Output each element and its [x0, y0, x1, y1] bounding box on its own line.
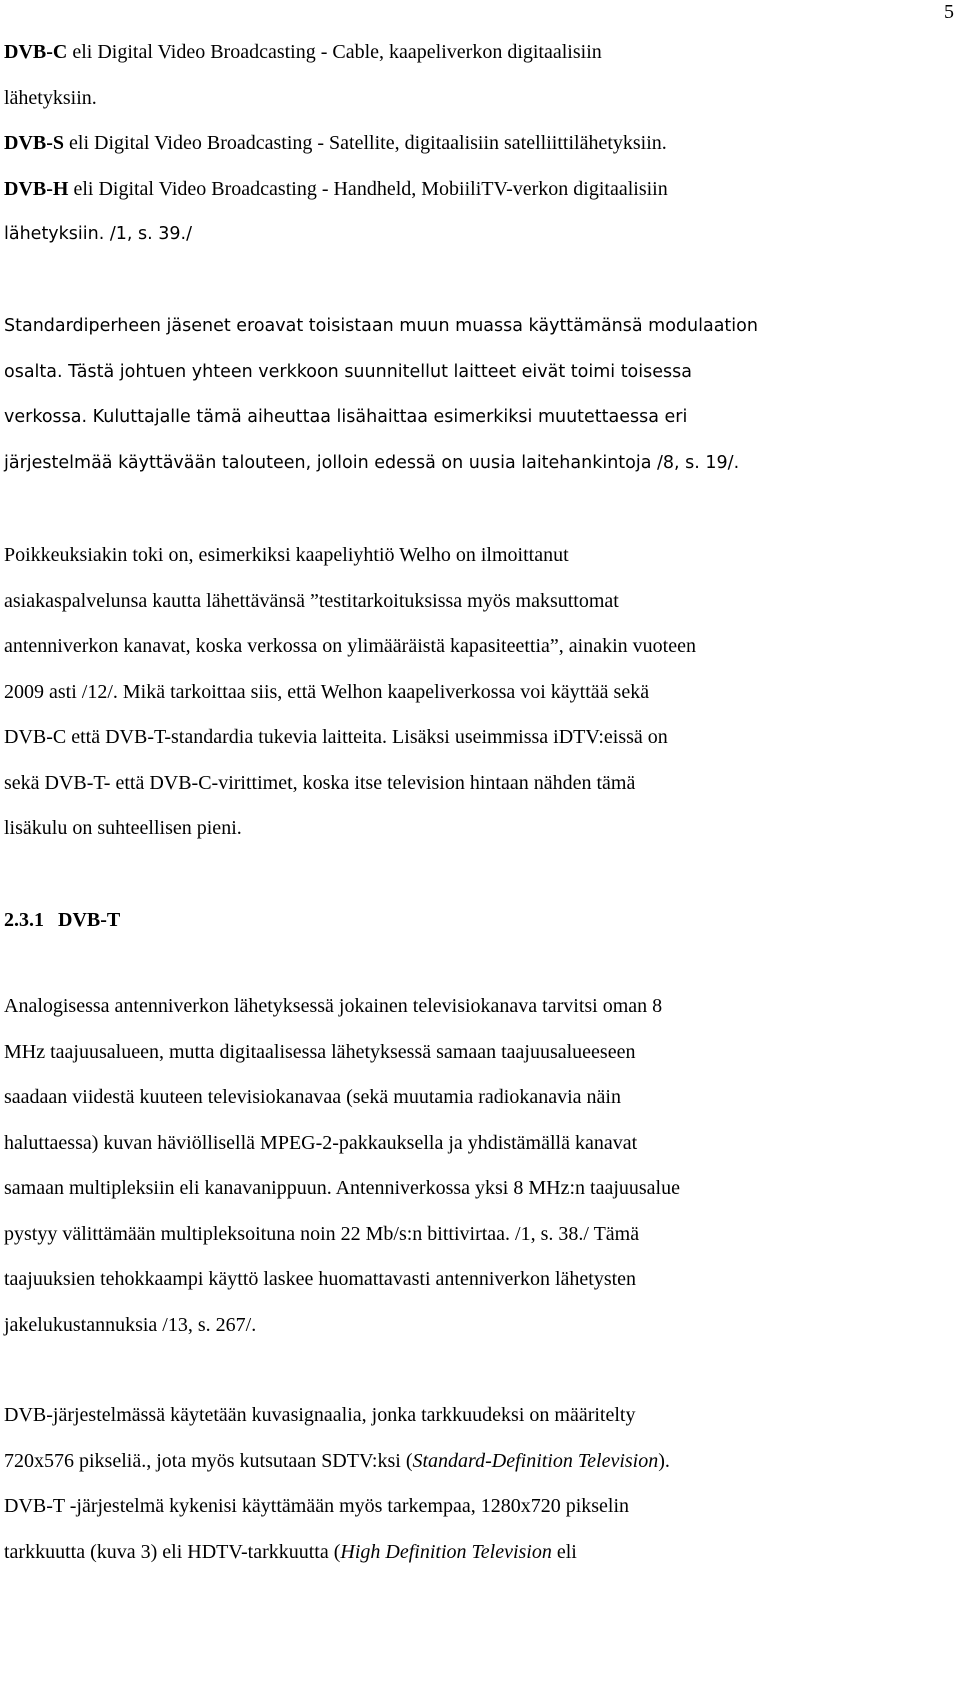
paragraph-line: samaan multipleksiin eli kanavanippuun. Antenniverkossa yksi 8 MHz:n taajuusalue — [4, 1177, 680, 1199]
section-heading — [4, 898, 120, 943]
paragraph-line: asiakaspalvelunsa kautta lähettävänsä ”testitarkoituksissa myös maksuttomat — [4, 589, 619, 612]
line-text: eli — [551, 1540, 577, 1563]
paragraph-line: verkossa. Kuluttajalle tämä aiheuttaa lisähaittaa esimerkiksi muutettaessa eri — [4, 407, 688, 427]
hdtv-term: High Definition Television — [340, 1540, 552, 1563]
dvbh-line-1 — [4, 167, 946, 213]
paragraph-line: antenniverkon kanavat, koska verkossa on ylimääräistä kapasiteettia”, ainakin vuoteen — [4, 635, 696, 657]
standard-family-paragraph — [4, 304, 946, 486]
dvbh-line-2: lähetyksiin. /1, s. 39./ — [4, 224, 192, 244]
sdtv-term: Standard-Definition Television — [412, 1449, 659, 1472]
paragraph-line: DVB-T -järjestelmä kykenisi käyttämään myös tarkempaa, 1280x720 pikselin — [4, 1495, 630, 1517]
paragraph-line: Analogisessa antenniverkon lähetyksessä jokainen televisiokanava tarvitsi oman 8 — [4, 995, 663, 1017]
paragraph-line: sekä DVB-T- että DVB-C-virittimet, koska itse television hintaan nähden tämä — [4, 771, 636, 794]
dvbc-line-2: lähetyksiin. — [4, 86, 97, 109]
dvbh-definition: eli Digital Video Broadcasting - Handheld, MobiiliTV-verkon digitaalisiin — [68, 177, 668, 200]
dvbc-line-1 — [4, 30, 946, 76]
line-text: tarkkuutta (kuva 3) eli HDTV-tarkkuutta ( — [4, 1540, 341, 1563]
dvbs-term: DVB-S — [4, 132, 65, 154]
paragraph-line: järjestelmää käyttävään talouteen, jolloin edessä on uusia laitehankintoja /8, s. 19/. — [4, 452, 740, 473]
paragraph-line: osalta. Tästä johtuen yhteen verkkoon suunnitellut laitteet eivät toimi toisessa — [4, 361, 692, 382]
paragraph-line: DVB-C että DVB-T-standardia tukevia laitteita. Lisäksi useimmissa iDTV:eissä on — [4, 726, 668, 748]
dvbh-term: DVB-H — [4, 177, 69, 200]
paragraph-line: Poikkeuksiakin toki on, esimerkiksi kaapeliyhtiö Welho on ilmoittanut — [4, 544, 569, 566]
section-title: DVB-T — [58, 909, 121, 931]
paragraph-line: lisäkulu on suhteellisen pieni. — [4, 817, 242, 839]
section-number: 2.3.1 — [4, 909, 44, 931]
dvbc-definition: eli Digital Video Broadcasting - Cable, kaapeliverkon digitaalisiin — [67, 41, 602, 63]
dvb-variants-list — [4, 30, 946, 258]
paragraph-line — [4, 1530, 946, 1576]
paragraph-line: MHz taajuusalueen, mutta digitaalisessa lähetyksessä samaan taajuusalueeseen — [4, 1040, 636, 1063]
paragraph-line: DVB-järjestelmässä käytetään kuvasignaalia, jonka tarkkuudeksi on määritelty — [4, 1404, 636, 1426]
paragraph-line: pystyy välittämään multipleksoituna noin 22 Mb/s:n bittivirtaa. /1, s. 38./ Tämä — [4, 1222, 640, 1245]
paragraph-line — [4, 1439, 946, 1485]
paragraph-line: saadaan viidestä kuuteen televisiokanavaa (sekä muutamia radiokanavia näin — [4, 1086, 621, 1108]
resolution-paragraph — [4, 1393, 946, 1575]
paragraph-line: Standardiperheen jäsenet eroavat toisistaan muun muassa käyttämänsä modulaation — [4, 316, 758, 336]
dvbc-term: DVB-C — [4, 41, 68, 63]
paragraph-line: jakelukustannuksia /13, s. 267/. — [4, 1313, 257, 1336]
line-text: ). — [658, 1449, 670, 1472]
line-text: 720x576 pikseliä., jota myös kutsutaan SDTV:ksi ( — [4, 1449, 413, 1472]
dvbs-line — [4, 121, 946, 167]
page-number: 5 — [944, 1, 954, 23]
exceptions-paragraph — [4, 533, 946, 852]
paragraph-line: 2009 asti /12/. Mikä tarkoittaa siis, että Welhon kaapeliverkossa voi käyttää sekä — [4, 680, 650, 703]
analog-paragraph — [4, 984, 946, 1348]
dvbs-definition: eli Digital Video Broadcasting - Satellite, digitaalisiin satelliittilähetyksiin. — [64, 132, 667, 154]
paragraph-line: haluttaessa) kuvan häviöllisellä MPEG-2-pakkauksella ja yhdistämällä kanavat — [4, 1131, 638, 1154]
paragraph-line: taajuuksien tehokkaampi käyttö laskee huomattavasti antenniverkon lähetysten — [4, 1268, 637, 1290]
